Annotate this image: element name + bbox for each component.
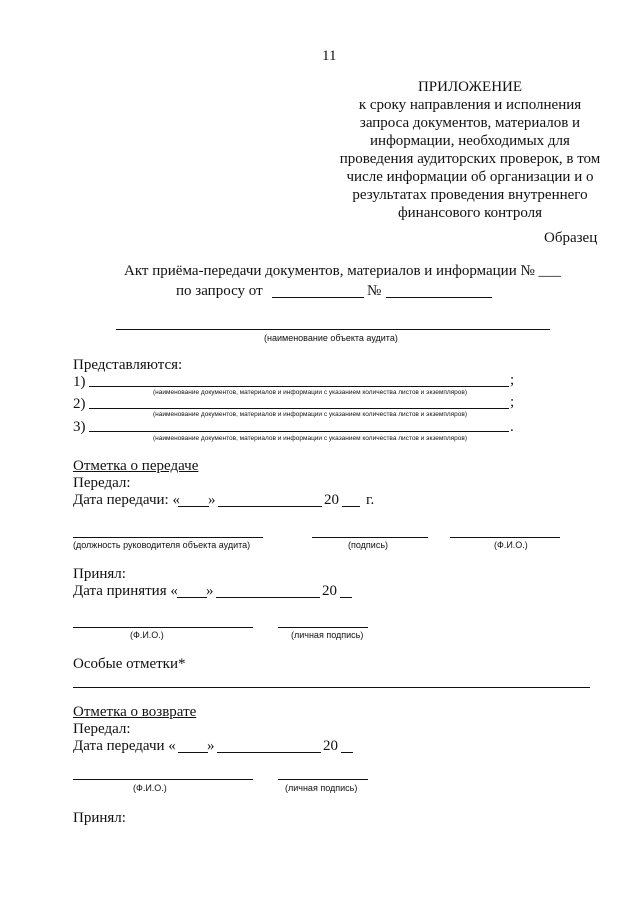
return-date-mid: » [207, 738, 215, 754]
return-handed: Передал: [73, 721, 131, 737]
return-heading: Отметка о возврате [73, 704, 197, 720]
return-fio-caption: (Ф.И.О.) [133, 783, 167, 793]
accept-year-line [340, 597, 352, 598]
accept-fio-caption: (Ф.И.О.) [130, 630, 164, 640]
item-caption: (наименование документов, материалов и информации с указанием количества листов и экземпляров) [153, 411, 468, 418]
sample-label: Образец [544, 230, 598, 246]
transfer-year-prefix: 20 [324, 492, 339, 508]
accept-day-line [177, 597, 207, 598]
accept-signature-line [278, 627, 368, 628]
page-number: 11 [322, 48, 337, 64]
return-date-label: Дата передачи « [73, 738, 176, 754]
item-line [89, 408, 509, 409]
position-caption: (должность руководителя объекта аудита) [73, 540, 251, 550]
audit-object-line [116, 329, 550, 330]
return-fio-line [73, 779, 253, 780]
transfer-date-label: Дата передачи: « [73, 492, 180, 508]
transfer-handed: Передал: [73, 475, 131, 491]
transfer-accepted: Принял: [73, 566, 126, 582]
accept-date-mid: » [206, 583, 214, 599]
return-accepted: Принял: [73, 810, 126, 826]
return-year-prefix: 20 [323, 738, 338, 754]
presented-heading: Представляются: [73, 357, 183, 373]
fio-line [450, 537, 560, 538]
appendix-line: результатах проведения внутреннего [352, 187, 588, 203]
item-number: 1) [73, 374, 86, 390]
transfer-year-suffix: г. [366, 492, 375, 508]
accept-signature-caption: (личная подпись) [291, 630, 364, 640]
signature-line [312, 537, 428, 538]
act-request-prefix: по запросу от [176, 283, 263, 299]
return-signature-line [278, 779, 368, 780]
return-month-line [217, 752, 321, 753]
audit-object-caption: (наименование объекта аудита) [264, 333, 398, 343]
transfer-day-line [178, 506, 209, 507]
accept-fio-line [73, 627, 253, 628]
accept-year-prefix: 20 [322, 583, 337, 599]
item-end: ; [510, 372, 515, 388]
appendix-line: числе информации об организации и о [346, 169, 594, 185]
transfer-month-line [218, 506, 322, 507]
signature-caption: (подпись) [348, 540, 389, 550]
appendix-line: финансового контроля [397, 205, 543, 221]
act-title: Акт приёма-передачи документов, материалов и информации № ___ [124, 263, 562, 279]
request-date-line [272, 297, 364, 298]
item-end: ; [510, 394, 515, 410]
accept-date-label: Дата принятия « [73, 583, 178, 599]
item-end: . [510, 419, 514, 435]
act-request-no: № [367, 283, 382, 299]
transfer-date-mid: » [208, 492, 216, 508]
appendix-line: к сроку направления и исполнения [358, 97, 582, 113]
return-year-line [341, 752, 353, 753]
transfer-year-line [342, 506, 360, 507]
special-notes-line [73, 687, 590, 688]
accept-month-line [216, 597, 320, 598]
appendix-line: запроса документов, материалов и [359, 115, 581, 131]
special-heading: Особые отметки* [73, 656, 186, 672]
item-number: 2) [73, 396, 86, 412]
request-number-line [386, 297, 492, 298]
transfer-heading: Отметка о передаче [73, 458, 199, 474]
item-line [89, 431, 509, 432]
return-signature-caption: (личная подпись) [285, 783, 358, 793]
item-line [89, 386, 509, 387]
appendix-header [320, 78, 620, 222]
item-number: 3) [73, 419, 86, 435]
item-caption: (наименование документов, материалов и информации с указанием количества листов и экземпляров) [153, 435, 468, 442]
appendix-title: ПРИЛОЖЕНИЕ [417, 79, 523, 95]
return-day-line [178, 752, 208, 753]
fio-caption: (Ф.И.О.) [494, 540, 528, 550]
appendix-line: проведения аудиторских проверок, в том [339, 151, 601, 167]
position-line [73, 537, 263, 538]
appendix-line: информации, необходимых для [370, 133, 570, 149]
item-caption: (наименование документов, материалов и информации с указанием количества листов и экземпляров) [153, 389, 468, 396]
